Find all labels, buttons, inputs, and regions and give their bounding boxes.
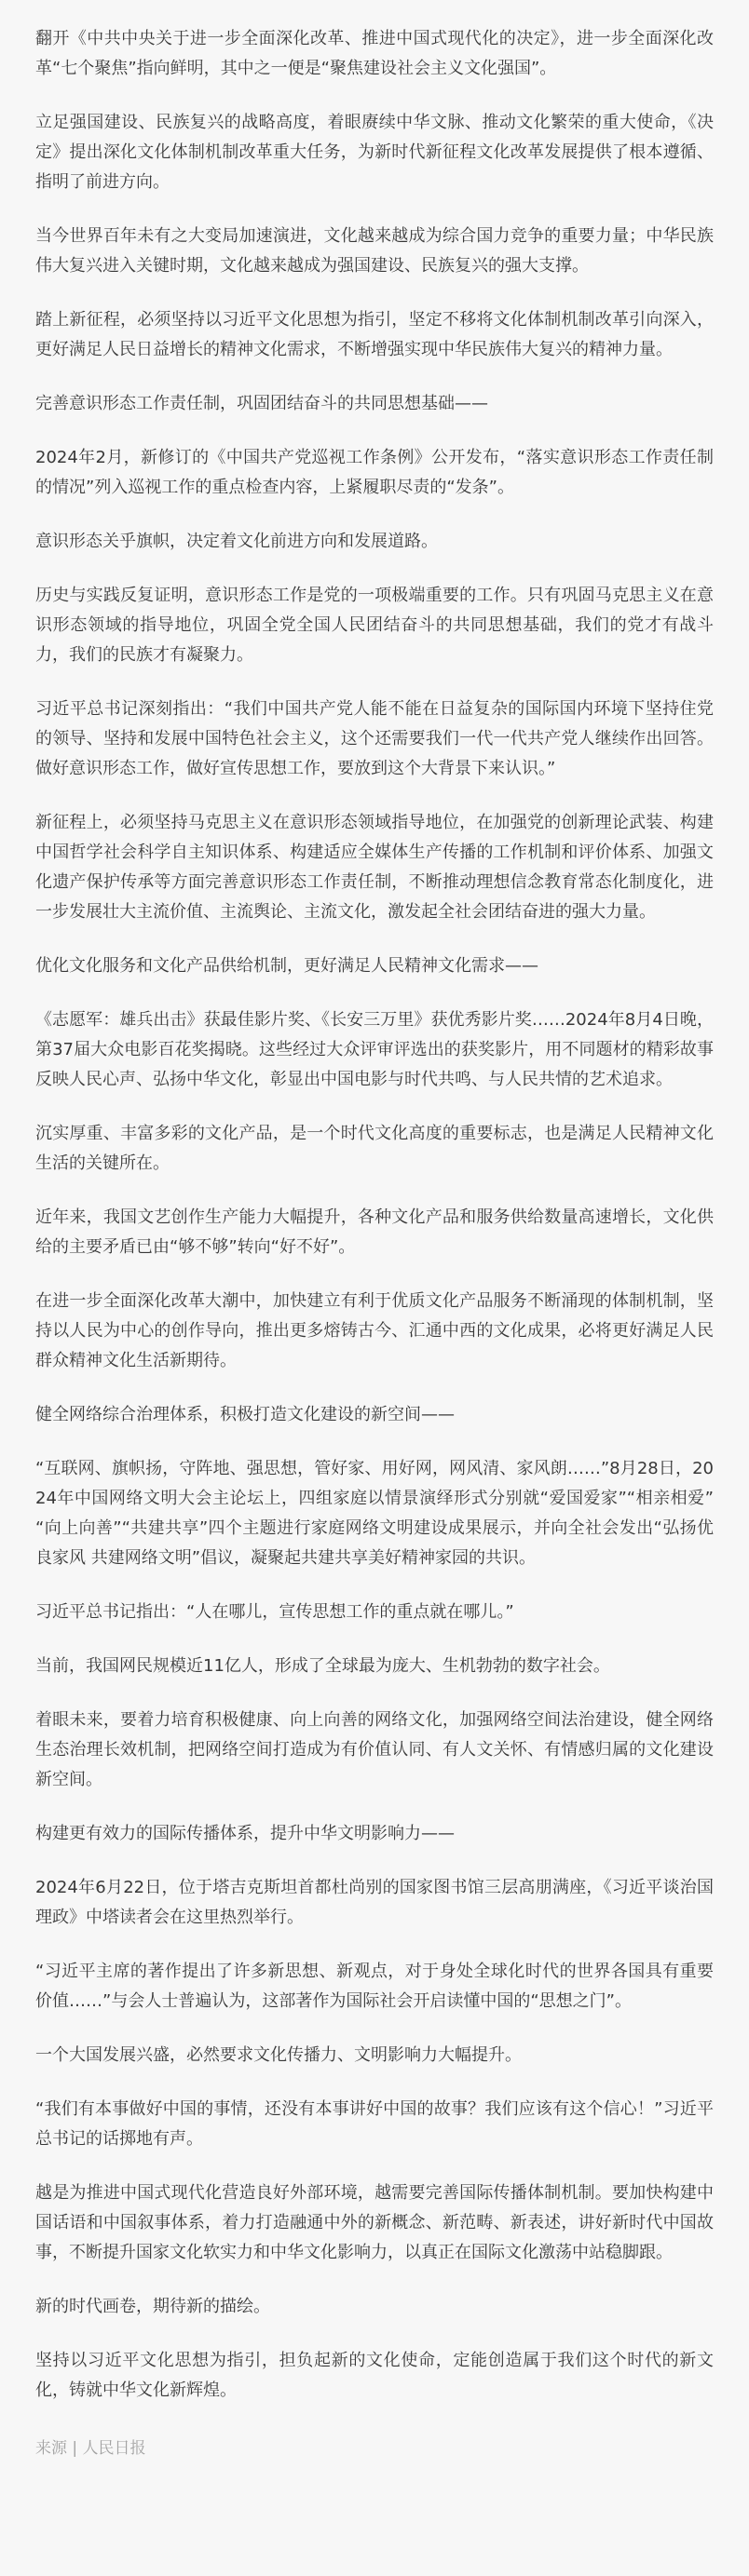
article-paragraph: 2024年6月22日，位于塔吉克斯坦首都杜尚别的国家图书馆三层高朋满座，《习近平谈治国理政》中塔读者会在这里热烈举行。 [35, 1878, 714, 1927]
article-section-heading: 完善意识形态工作责任制，巩固团结奋斗的共同思想基础—— [35, 394, 488, 413]
article-section-heading: 构建更有效力的国际传播体系，提升中华文明影响力—— [35, 1824, 455, 1843]
article-paragraph: 在进一步全面深化改革大潮中，加快建立有利于优质文化产品服务不断涌现的体制机制，坚持以人民为中心的创作导向，推出更多熔铸古今、汇通中西的文化成果，必将更好满足人民群众精神文化生活新期待。 [35, 1291, 714, 1370]
article-section-heading: 优化文化服务和文化产品供给机制，更好满足人民精神文化需求—— [35, 956, 538, 976]
article-paragraph: “我们有本事做好中国的事情，还没有本事讲好中国的故事？我们应该有这个信心！”习近平总书记的话掷地有声。 [35, 2099, 714, 2149]
article-paragraph: 越是为推进中国式现代化营造良好外部环境，越需要完善国际传播体制机制。要加快构建中国话语和中国叙事体系，着力打造融通中外的新概念、新范畴、新表述，讲好新时代中国故事，不断提升国家文化软实力和中华文化影响力，以真正在国际文化激荡中站稳脚跟。 [35, 2183, 714, 2262]
article-section-heading: 健全网络综合治理体系，积极打造文化建设的新空间—— [35, 1405, 455, 1424]
article-paragraph: 习近平总书记指出：“人在哪儿，宣传思想工作的重点就在哪儿。” [35, 1602, 514, 1622]
article-paragraph: 《志愿军：雄兵出击》获最佳影片奖、《长安三万里》获优秀影片奖……2024年8月4日晚，第37届大众电影百花奖揭晓。这些经过大众评审评选出的获奖影片，用不同题材的精彩故事反映人民心声、弘扬中华文化，彰显出中国电影与时代共鸣、与人民共情的艺术追求。 [35, 1010, 714, 1089]
article-body [35, 24, 714, 2406]
article-paragraph: 着眼未来，要着力培育积极健康、向上向善的网络文化，加强网络空间法治建设，健全网络生态治理长效机制，把网络空间打造成为有价值认同、有人文关怀、有情感归属的文化建设新空间。 [35, 1710, 714, 1789]
article-paragraph: 当前，我国网民规模近11亿人，形成了全球最为庞大、生机勃勃的数字社会。 [35, 1656, 610, 1676]
article-paragraph: 翻开《中共中央关于进一步全面深化改革、推进中国式现代化的决定》，进一步全面深化改革“七个聚焦”指向鲜明，其中之一便是“聚焦建设社会主义文化强国”。 [35, 29, 714, 78]
article-paragraph: “习近平主席的著作提出了许多新思想、新观点，对于身处全球化时代的世界各国具有重要价值……”与会人士普遍认为，这部著作为国际社会开启读懂中国的“思想之门”。 [35, 1962, 714, 2011]
article-paragraph: 新的时代画卷，期待新的描绘。 [35, 2297, 270, 2316]
article-paragraph: 一个大国发展兴盛，必然要求文化传播力、文明影响力大幅提升。 [35, 2045, 522, 2065]
article-paragraph: 意识形态关乎旗帜，决定着文化前进方向和发展道路。 [35, 532, 438, 551]
article-paragraph: 习近平总书记深刻指出：“我们中国共产党人能不能在日益复杂的国际国内环境下坚持住党的领导、坚持和发展中国特色社会主义，这个还需要我们一代一代共产党人继续作出回答。做好意识形态工作，做好宣传思想工作，要放到这个大背景下来认识。” [35, 699, 714, 778]
article-paragraph: 坚持以习近平文化思想为指引，担负起新的文化使命，定能创造属于我们这个时代的新文化，铸就中华文化新辉煌。 [35, 2351, 714, 2400]
article-paragraph: 沉实厚重、丰富多彩的文化产品，是一个时代文化高度的重要标志，也是满足人民精神文化生活的关键所在。 [35, 1124, 714, 1173]
article-paragraph: 当今世界百年未有之大变局加速演进，文化越来越成为综合国力竞争的重要力量；中华民族伟大复兴进入关键时期，文化越来越成为强国建设、民族复兴的强大支撑。 [35, 226, 714, 276]
article-paragraph: 踏上新征程，必须坚持以习近平文化思想为指引，坚定不移将文化体制机制改革引向深入，更好满足人民日益增长的精神文化需求，不断增强实现中华民族伟大复兴的精神力量。 [35, 310, 714, 359]
article-paragraph: 近年来，我国文艺创作生产能力大幅提升，各种文化产品和服务供给数量高速增长，文化供给的主要矛盾已由“够不够”转向“好不好”。 [35, 1207, 714, 1257]
article-paragraph: 历史与实践反复证明，意识形态工作是党的一项极端重要的工作。只有巩固马克思主义在意识形态领域的指导地位，巩固全党全国人民团结奋斗的共同思想基础，我们的党才有战斗力，我们的民族才有凝聚力。 [35, 586, 714, 665]
article-source: 来源 | 人民日报 [35, 2439, 146, 2458]
article-paragraph: “互联网、旗帜扬，守阵地、强思想，管好家、用好网，网风清、家风朗……”8月28日，2024年中国网络文明大会主论坛上，四组家庭以情景演绎形式分别就“爱国爱家”“相亲相爱”“向上向善”“共建共享”四个主题进行家庭网络文明建设成果展示，并向全社会发出“弘扬优良家风 共建网络文明”倡议，凝聚起共建共享美好精神家园的共识。 [35, 1459, 714, 1568]
article-paragraph: 立足强国建设、民族复兴的战略高度，着眼赓续中华文脉、推动文化繁荣的重大使命，《决定》提出深化文化体制机制改革重大任务，为新时代新征程文化改革发展提供了根本遵循、指明了前进方向。 [35, 113, 714, 192]
article-paragraph: 2024年2月，新修订的《中国共产党巡视工作条例》公开发布，“落实意识形态工作责任制的情况”列入巡视工作的重点检查内容，上紧履职尽责的“发条”。 [35, 448, 714, 497]
article-paragraph: 新征程上，必须坚持马克思主义在意识形态领域指导地位，在加强党的创新理论武装、构建中国哲学社会科学自主知识体系、构建适应全媒体生产传播的工作机制和评价体系、加强文化遗产保护传承等方面完善意识形态工作责任制，不断推动理想信念教育常态化制度化，进一步发展壮大主流价值、主流舆论、主流文化，激发起全社会团结奋进的强大力量。 [35, 813, 714, 922]
